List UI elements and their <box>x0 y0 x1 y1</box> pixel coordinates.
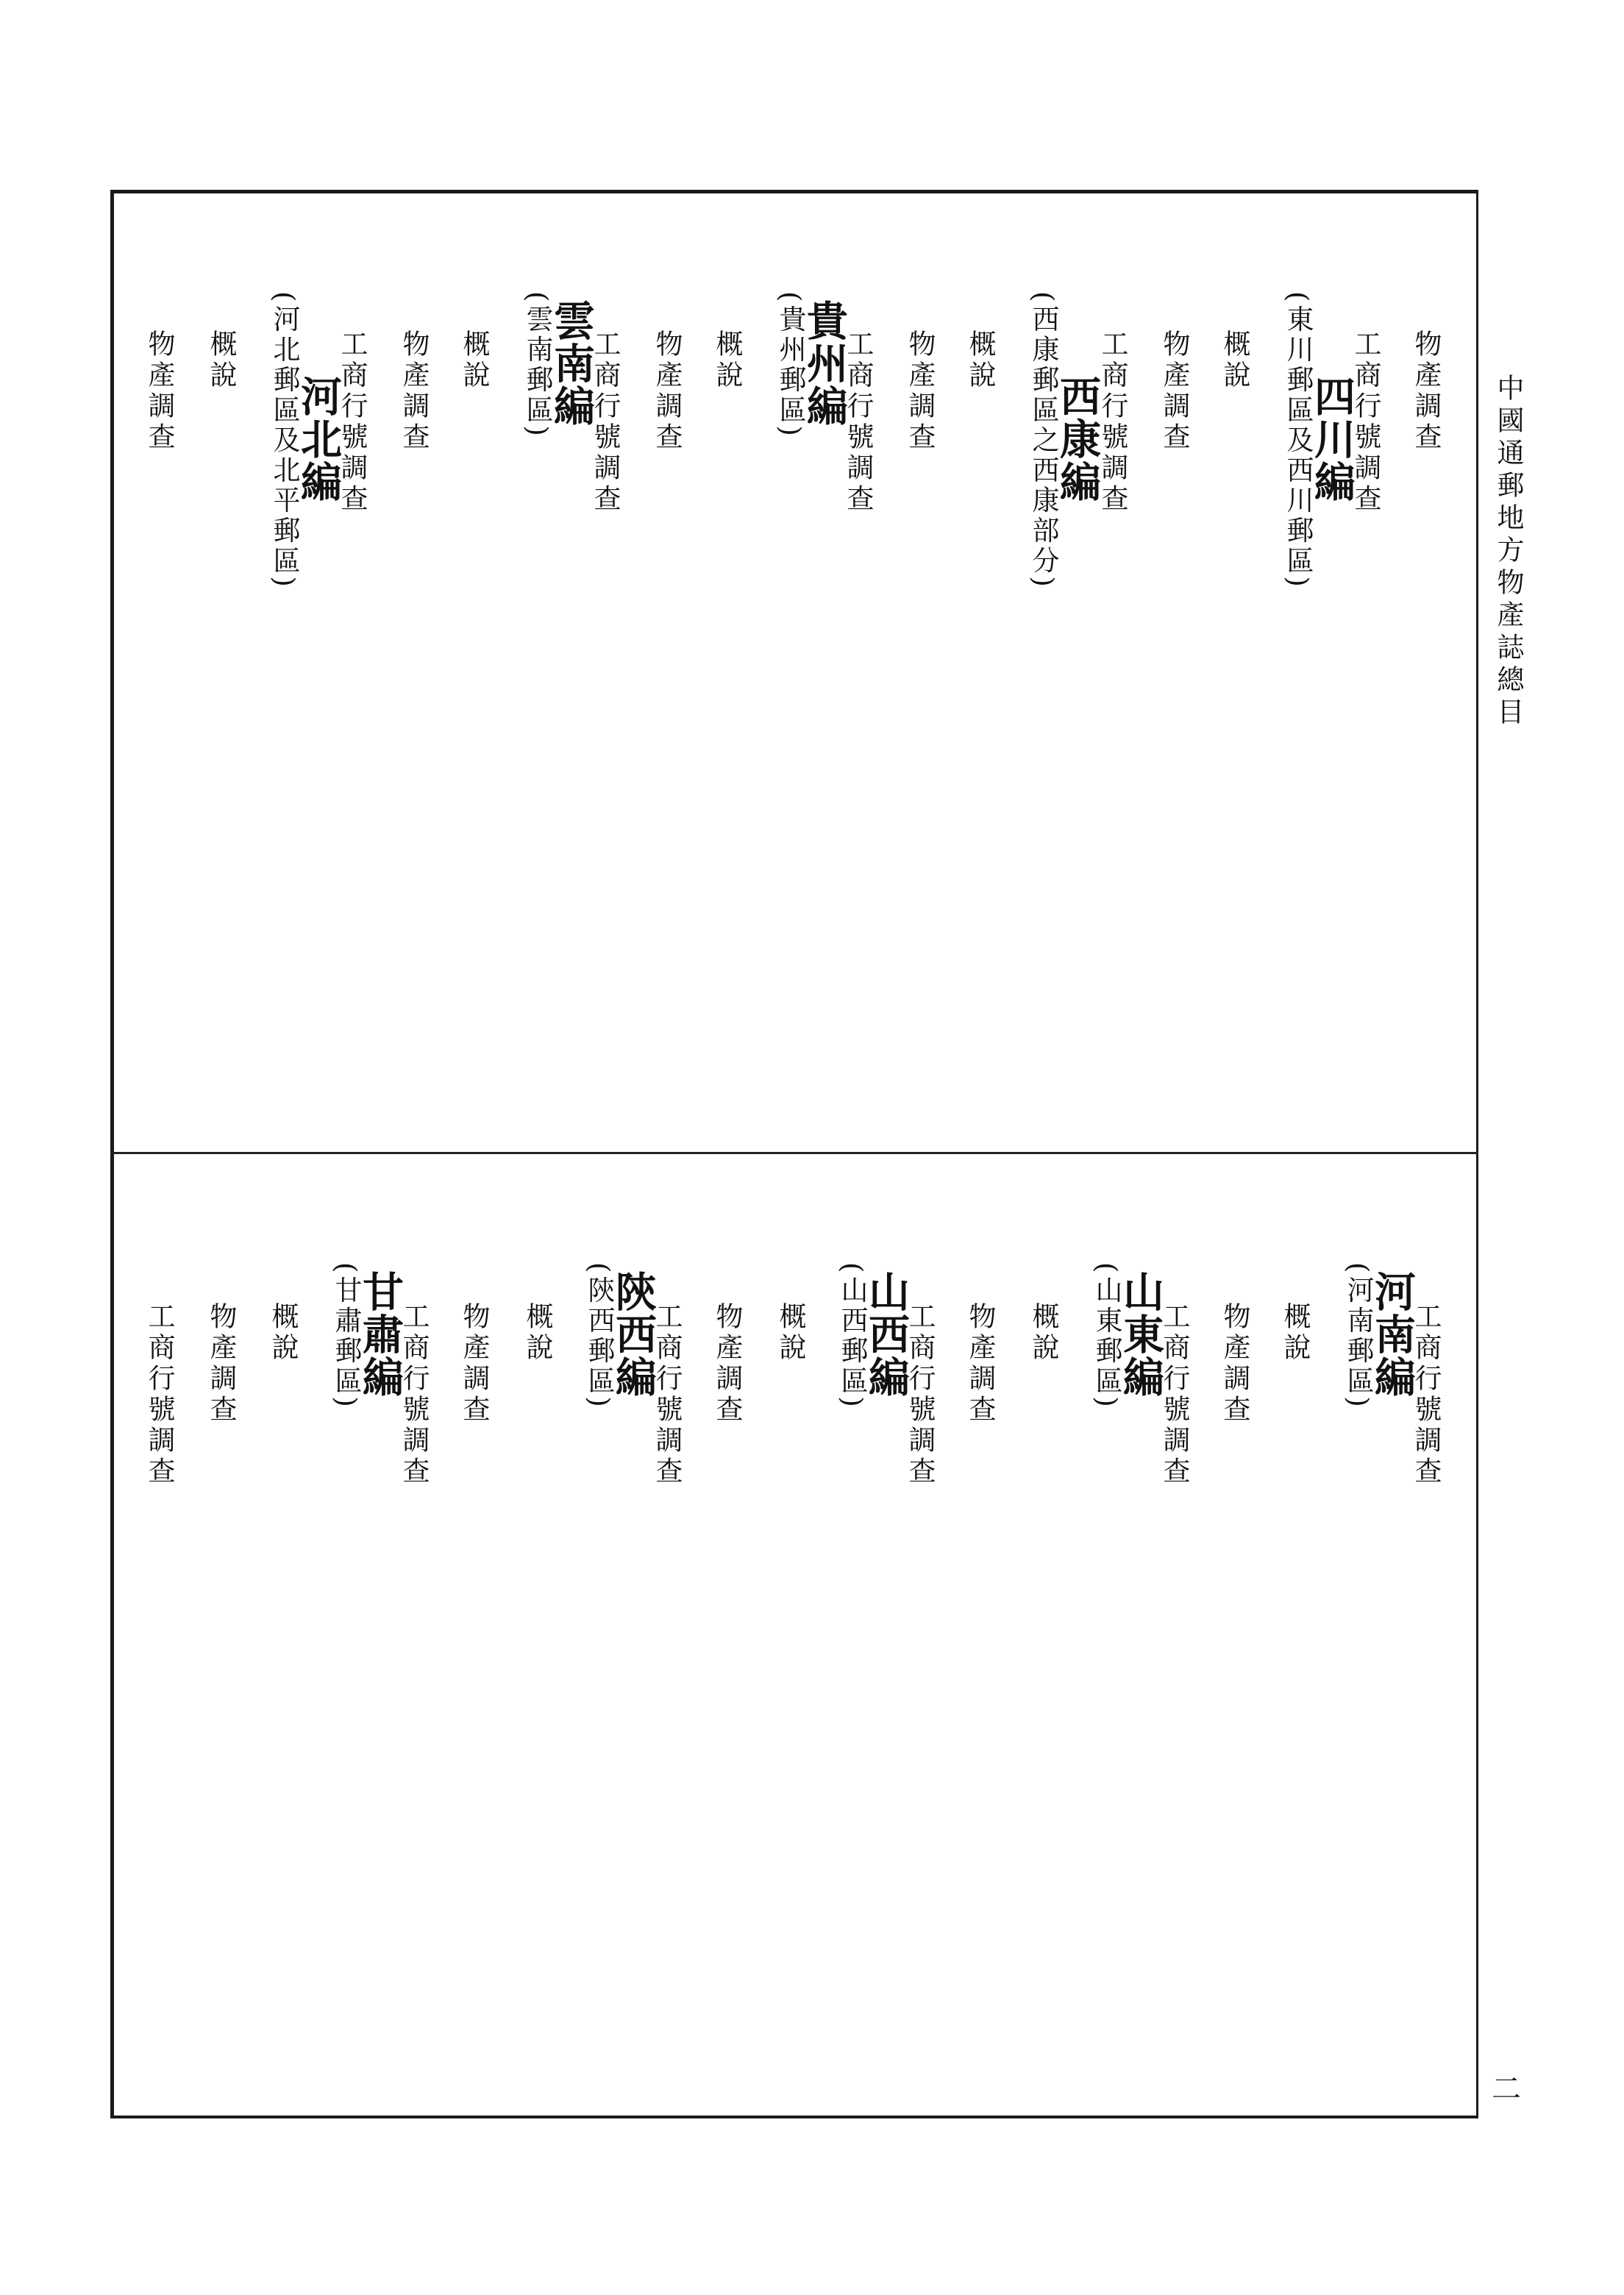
toc-entry-product-survey: 物產調查 <box>205 1302 237 1426</box>
toc-entry-overview: 概說 <box>1279 1302 1311 1364</box>
section-divider <box>110 1152 1478 1154</box>
toc-heading-hebei <box>268 288 343 590</box>
heading-subtitle: (河南郵區) <box>1342 1262 1374 1410</box>
toc-entry-overview: 概說 <box>521 1302 553 1364</box>
toc-entry-overview: 概說 <box>774 1302 806 1364</box>
running-title: 中國通郵地方物產誌總目 <box>1492 374 1524 730</box>
toc-entry-product-survey: 物產調查 <box>1158 330 1190 453</box>
heading-name: 西康編 <box>1053 374 1102 503</box>
toc-entry-business-survey: 工商行號調查 <box>651 1302 683 1487</box>
toc-entry-overview: 概說 <box>458 330 490 391</box>
toc-entry-product-survey: 物產調查 <box>711 1302 743 1426</box>
heading-name: 雲南編 <box>547 299 596 428</box>
toc-entry-business-survey: 工商行號調查 <box>904 1302 936 1487</box>
toc-entry-overview: 概說 <box>964 330 996 391</box>
heading-name: 貴州編 <box>800 299 849 428</box>
toc-entry-business-survey: 工商行號調查 <box>1158 1302 1190 1487</box>
toc-heading-shanxi <box>836 1259 911 1410</box>
toc-entry-overview: 概說 <box>711 330 743 391</box>
toc-entry-product-survey: 物產調查 <box>904 330 936 453</box>
toc-entry-overview: 概說 <box>267 1302 299 1364</box>
toc-entry-product-survey: 物產調查 <box>398 330 430 453</box>
toc-entry-overview: 概說 <box>1219 330 1250 391</box>
toc-heading-shaanxi <box>583 1259 658 1410</box>
toc-heading-gansu <box>330 1259 405 1410</box>
heading-subtitle: (甘肅郵區) <box>330 1262 362 1410</box>
heading-subtitle: (山西郵區) <box>836 1262 868 1410</box>
toc-heading-sichuan <box>1282 288 1356 590</box>
toc-entry-product-survey: 物產調查 <box>1219 1302 1250 1426</box>
toc-entry-business-survey: 工商行號調查 <box>398 1302 430 1487</box>
heading-subtitle: (東川郵區及西川郵區) <box>1282 291 1314 590</box>
heading-name: 河北編 <box>294 374 343 503</box>
toc-entry-business-survey: 工商行號調查 <box>842 330 874 515</box>
heading-name: 四川編 <box>1308 374 1356 503</box>
toc-entry-business-survey: 工商行號調查 <box>1097 330 1128 515</box>
toc-entry-business-survey: 工商行號調查 <box>143 1302 175 1487</box>
toc-entry-business-survey: 工商行號調查 <box>589 330 621 515</box>
toc-heading-shandong <box>1091 1259 1165 1410</box>
toc-entry-product-survey: 物產調查 <box>651 330 683 453</box>
heading-name: 河南編 <box>1368 1270 1417 1399</box>
toc-entry-business-survey: 工商行號調查 <box>1350 330 1381 515</box>
heading-name: 山東編 <box>1116 1270 1165 1399</box>
toc-heading-xikang <box>1028 288 1102 590</box>
heading-name: 山西編 <box>862 1270 911 1399</box>
page-number: 二 <box>1492 2072 1521 2106</box>
toc-heading-yunnan <box>521 288 596 439</box>
heading-subtitle: (雲南郵區) <box>521 291 553 439</box>
toc-entry-product-survey: 物產調查 <box>143 330 175 453</box>
toc-heading-henan <box>1342 1259 1417 1410</box>
heading-subtitle: (山東郵區) <box>1091 1262 1122 1410</box>
toc-entry-product-survey: 物產調查 <box>964 1302 996 1426</box>
heading-subtitle: (陝西郵區) <box>583 1262 615 1410</box>
heading-name: 陝西編 <box>609 1270 658 1399</box>
toc-entry-business-survey: 工商行號調查 <box>1410 1302 1442 1487</box>
heading-subtitle: (河北郵區及北平郵區) <box>268 291 300 590</box>
heading-subtitle: (西康郵區之西康部分) <box>1028 291 1059 590</box>
toc-entry-overview: 概說 <box>1028 1302 1059 1364</box>
heading-subtitle: (貴州郵區) <box>774 291 806 439</box>
heading-name: 甘肅編 <box>356 1270 405 1399</box>
toc-entry-product-survey: 物產調查 <box>1410 330 1442 453</box>
toc-heading-guizhou <box>774 288 849 439</box>
toc-entry-business-survey: 工商行號調查 <box>336 330 368 515</box>
toc-entry-product-survey: 物產調查 <box>458 1302 490 1426</box>
toc-entry-overview: 概說 <box>205 330 237 391</box>
